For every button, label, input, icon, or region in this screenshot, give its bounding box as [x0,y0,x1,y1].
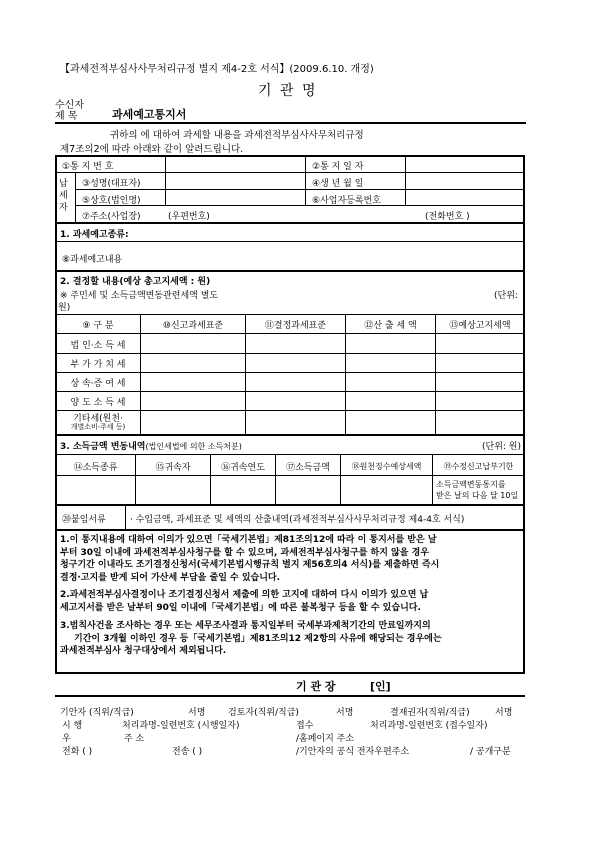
birth-label: ④생 년 월 일 [312,179,364,189]
intro-line-1: 귀하의 에 대하여 과세할 내용을 과세전적부심사사무처리규정 [110,130,364,141]
section3-unit: (단위: 원) [482,442,521,452]
col-header-computed-tax: ⑫산 출 세 액 [364,321,417,331]
col-header-attributee: ⑮귀속자 [155,463,191,473]
issue-serial-label: 처리과명-일련번호 (시행일자) [122,721,240,731]
phone-label: (전화번호 ) [425,212,470,222]
col-header-income-type: ⑭소득종류 [73,463,118,473]
trade-name-label: ⑤상호(법인명) [82,196,141,206]
col-header-reported-base: ⑩신고과세표준 [162,321,224,331]
row-divider [56,454,524,455]
approver-label: 결재권자(직위/직급) [390,708,470,718]
section2-note: ※ 주민세 및 소득금액변동관련세액 별도 [60,291,219,301]
row-divider [56,314,524,315]
seal-mark: [인] [370,680,391,693]
row-divider [75,205,524,206]
intro-line-2: 제7조의2에 따라 아래와 같이 알려드립니다. [60,144,244,155]
section1-row-label: ⑧과세예고내용 [62,255,123,265]
row-divider [56,529,524,531]
agency-name: 기 관 명 [258,83,318,99]
name-label: ③성명(대표자) [82,179,141,189]
section3-subtitle: (법인세법에 의한 소득처분) [145,442,242,451]
reviewer-label: 검토자(직위/직급) [228,708,299,718]
row-divider [56,475,524,476]
issue-label: 시 행 [62,721,83,731]
tax-row-label-other-cont: 개별소비·주세 등) [70,423,126,431]
col-divider [435,314,436,434]
agency-head-label: 기 관 장 [296,680,336,693]
col-divider [75,172,76,222]
col-header-type: ⑨ 구 분 [82,321,114,331]
subject-divider [55,122,526,124]
postal-code-label: 우 [62,734,71,744]
section3-title: 3. 소득금액 변동내역 [60,442,146,452]
form-rule-header: 【과세전적부심사사무처리규정 별지 제4-2호 서식】(2009.6.10. 개정) [60,64,374,75]
notice-1-line: 청구기간 이내라도 조기결정신청서(국세기본법시행규칙 별지 제56호의4 서식)를 제출하면 즉시 [60,560,440,570]
notice-3 [60,620,442,658]
notice-1-line: 1.이 통지내용에 대하여 이의가 있으면「국세기본법」제81조의12에 따라 이 통지서를 받은 날 [60,535,437,545]
notice-date-label: ②통 지 일 자 [312,162,364,172]
deadline-note-1: 소득금액변동통지를 [436,480,506,489]
row-divider [56,504,524,506]
tax-row-label-other: 기타세(원천· [73,414,123,424]
col-divider [305,156,306,206]
tax-row-label: 부 가 가 치 세 [70,360,126,370]
row-divider [56,222,524,224]
col-divider [125,504,126,529]
notice-2 [60,589,428,614]
biz-no-label: ⑥사업자등록번호 [312,196,381,206]
address-label: ⑦주소(사업장) [82,212,141,222]
section3-title-wrap [60,439,242,452]
signature-divider [55,695,525,697]
disclosure-label: / 공개구분 [470,747,511,757]
notice-2-line: 2.과세전적부심사결정이나 조기결정신청서 제출에 의한 고지에 대하여 다시 이의가 있으면 납 [60,590,429,600]
col-divider [405,156,406,206]
subject-label: 제 목 [55,111,78,122]
row-divider [56,372,524,373]
row-divider [56,270,524,272]
row-divider [56,391,524,392]
row-divider [56,434,524,436]
row-divider [56,241,524,242]
email-label: /기안자의 공식 전자우편주소 [296,747,410,757]
drafter-label: 기안자 (직위/직급) [60,708,134,718]
receipt-label: 접수 [296,721,314,731]
tax-row-label: 양 도 소 득 세 [70,398,126,408]
reviewer-sign-label: 서명 [336,708,354,718]
notice-1-line: 결정·고지를 받게 되어 가산세 부담을 줄일 수 있습니다. [60,572,281,583]
attachment-label: ⑳붙임서류 [62,515,106,525]
row-divider [56,333,524,334]
receipt-serial-label: 처리과명-일련번호 (접수일자) [370,721,488,731]
deadline-note-2: 받은 날의 다음 달 10일 [436,491,519,500]
section1-title: 1. 과세예고종류: [60,230,129,240]
notice-3-line: 기간이 3개월 이하인 경우 등「국세기본법」제81조의12 제2항의 사유에 해당되는 경우에는 [74,633,442,644]
tel-label: 전화 ( ) [62,747,93,757]
notice-no-label: ①통 지 번 호 [62,162,114,172]
section2-title: 2. 결정할 내용(예상 총고지세액 : 원) [60,277,211,287]
notice-3-line: 3.범칙사건을 조사하는 경우 또는 세무조사결과 통지일부터 국세부과제척기간의 만료일까지의 [60,621,431,631]
attachment-value: · 수입금액, 과세표준 및 세액의 산출내역(과세전적부심사사무처리규정 제4-4호 서식) [130,515,465,525]
tax-row-label: 법 인·소 득 세 [70,341,126,351]
postal-label: (우편번호) [168,212,210,222]
row-divider [56,172,524,173]
col-header-income-amount: ⑰소득금액 [286,463,330,473]
col-header-withholding-tax: ⑱원천징수예상세액 [351,462,422,471]
address-footer-label: 주 소 [124,734,145,744]
taxpayer-side-label: 납 세 자 [59,179,68,213]
approver-sign-label: 서명 [495,708,513,718]
drafter-sign-label: 서명 [188,708,206,718]
col-header-amend-deadline: ⑲수정신고납부기한 [443,462,514,471]
row-divider [75,189,524,190]
fax-label: 전송 ( ) [172,747,203,757]
col-divider [165,156,166,206]
section2-unit-cont: 원) [58,303,71,313]
col-divider [245,314,246,434]
notice-1 [60,534,439,584]
row-divider [56,353,524,354]
col-divider [345,314,346,434]
col-header-attribution-year: ⑯귀속연도 [221,463,265,473]
section2-unit: (단위: [494,291,518,301]
col-header-assessed-base: ⑪결정과세표준 [264,321,327,331]
tax-row-label: 상 속·증 여 세 [70,379,126,389]
homepage-label: /홈페이지 주소 [296,734,355,744]
notice-2-line: 세고지서를 받은 날부터 90일 이내에「국세기본법」에 따른 불복청구 등을 할 수 있습니다. [60,602,421,613]
notice-1-line: 부터 30일 이내에 과세전적부심사청구를 할 수 있으며, 과세전적부심사청구를 하지 않을 경우 [60,547,429,558]
notice-3-line: 과세전적부심사 청구대상에서 제외됩니다. [60,646,227,656]
subject-value: 과세예고통지서 [112,108,187,121]
col-divider [140,314,141,434]
col-header-expected-tax: ⑬예상고지세액 [449,321,511,331]
recipient-label: 수신자 [55,100,84,111]
